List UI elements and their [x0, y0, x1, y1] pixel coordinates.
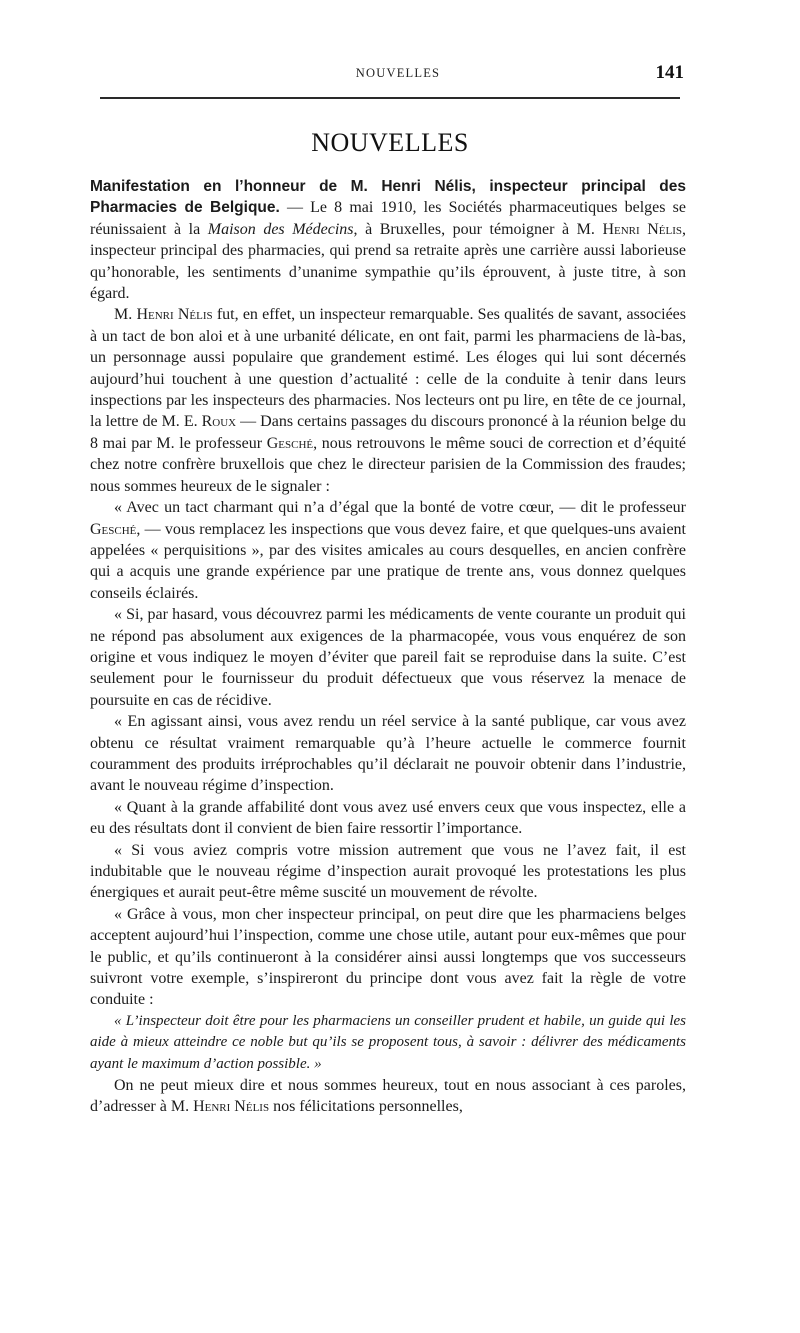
- paragraph-2-text-d: , nous retrouvons le même souci de correction et d’équité chez notre confrère bruxellois que chez le directeur parisien de la Commission des fraudes; nous sommes heureux de le signaler :: [90, 434, 686, 495]
- person-name: Roux: [201, 413, 237, 431]
- paragraph-8: « Grâce à vous, mon cher inspecteur principal, on peut dire que les pharmaciens belges acceptent aujourd’hui l’inspection, comme une chose utile, autant pour eux-mêmes que pour le public, et qu’ils continueront à la considérer ainsi aussi longtemps que vos successeurs suivront votre exemple, s’inspireront du principe dont vous avez fait la règle de votre conduite :: [90, 905, 686, 1009]
- paragraph-1-text-c: , inspecteur principal des pharmacies, qui prend sa retraite après une carrière aussi laborieuse qu’honorable, les sentiments d’unanime sympathie qu’ils éprouvent, à juste titre, à son égard.: [90, 220, 686, 303]
- paragraph-2-text-c: — Dans certains passages du discours prononcé à la réunion belge du 8 mai par M. le professeur: [90, 413, 686, 452]
- paragraph-4: « Si, par hasard, vous découvrez parmi les médicaments de vente courante un produit qui ne répond pas absolument aux exigences de la pharmacopée, vous vous enquérez de son origine et vous indiquez le moyen d’éviter que pareil fait se reproduise dans la suite. C’est seulement pour le fournisseur du produit défectueux que vous réservez la menace de poursuite en cas de récidive.: [90, 606, 686, 709]
- paragraph-7: « Si vous aviez compris votre mission autrement que vous ne l’avez fait, il est indubitable que le nouveau régime d’inspection aurait provoqué les protestations les plus énergiques et aurait peut-être même suscité un mouvement de révolte.: [90, 841, 686, 902]
- paragraph-2-text-a: M.: [114, 306, 137, 324]
- paragraph-10: [90, 1075, 686, 1118]
- section-title: NOUVELLES: [311, 128, 469, 157]
- venue-name: Maison des Médecins: [207, 220, 354, 238]
- paragraph-3-text-a: « Avec un tact charmant qui n’a d’égal que la bonté de votre cœur, — dit le professeur: [114, 499, 686, 517]
- paragraph-1: [90, 176, 686, 304]
- paragraph-5: « En agissant ainsi, vous avez rendu un réel service à la santé publique, car vous avez obtenu ce résultat vraiment remarquable qu’à l’heure actuelle le commerce fournit couramment des produits irréprochables qu’il déclarait ne pouvoir obtenir dans l’industrie, avant le nouveau régime d’inspection.: [90, 713, 686, 795]
- header-rule: [100, 97, 680, 99]
- paragraph-2: [90, 304, 686, 497]
- paragraph-3-text-b: , — vous remplacez les inspections que vous devez faire, et que quelques-uns avaient appelées « perquisitions », par des visites amicales au cours desquelles, en ancien confrère qui a acquis une grande expérience par une pratique de trente ans, vous donnez quelques conseils éclairés.: [90, 520, 686, 602]
- paragraph-2-text-b: fut, en effet, un inspecteur remarquable. Ses qualités de savant, associées à un tact de bon aloi et à une urbanité délicate, en ont fait, parmi les pharmaciens de là-bas, un personnage aussi populaire que grandement estimé. Les éloges qui lui sont décernés aujourd’hui touchent à une question d’actualité : celle de la conduite à tenir dans leurs inspections par les inspecteurs des pharmacies. Nos lecteurs ont pu lire, en tête de ce journal, la lettre de M. E.: [90, 306, 686, 431]
- paragraph-3: [90, 497, 686, 604]
- article-body: [90, 176, 686, 1118]
- person-name: Henri Nélis: [136, 306, 213, 324]
- page-number: 141: [655, 62, 684, 83]
- paragraph-1-text-a: — Le 8 mai 1910, les Sociétés pharmaceutiques belges se réunissaient à la: [90, 199, 686, 238]
- paragraph-10-text-a: On ne peut mieux dire et nous sommes heureux, tout en nous associant à ces paroles, d’adresser à M.: [90, 1077, 686, 1116]
- person-name: Gesché: [266, 434, 314, 452]
- running-head: [108, 62, 688, 84]
- paragraph-10-text-b: nos félicitations personnelles,: [269, 1098, 463, 1116]
- person-name: Gesché: [90, 520, 137, 538]
- article-headline: Manifestation en l’honneur de M. Henri Nélis, inspecteur principal des Pharmacies de Belgique.: [90, 178, 686, 217]
- person-name: Henri Nélis: [193, 1098, 270, 1116]
- paragraph-9-quote: « L’inspecteur doit être pour les pharmaciens un conseiller prudent et habile, un guide qui les aide à mieux atteindre ce noble but qu’ils se proposent tous, à savoir : délivrer des médicaments ayant le maximum d’action possible. »: [90, 1012, 686, 1072]
- paragraph-1-text-b: , à Bruxelles, pour témoigner à M.: [353, 220, 603, 238]
- person-name: Henri Nélis: [602, 220, 682, 238]
- paragraph-6: « Quant à la grande affabilité dont vous avez usé envers ceux que vous inspectez, elle a eu des résultats dont il convient de bien faire ressortir l’importance.: [90, 798, 686, 838]
- running-title: NOUVELLES: [355, 66, 441, 80]
